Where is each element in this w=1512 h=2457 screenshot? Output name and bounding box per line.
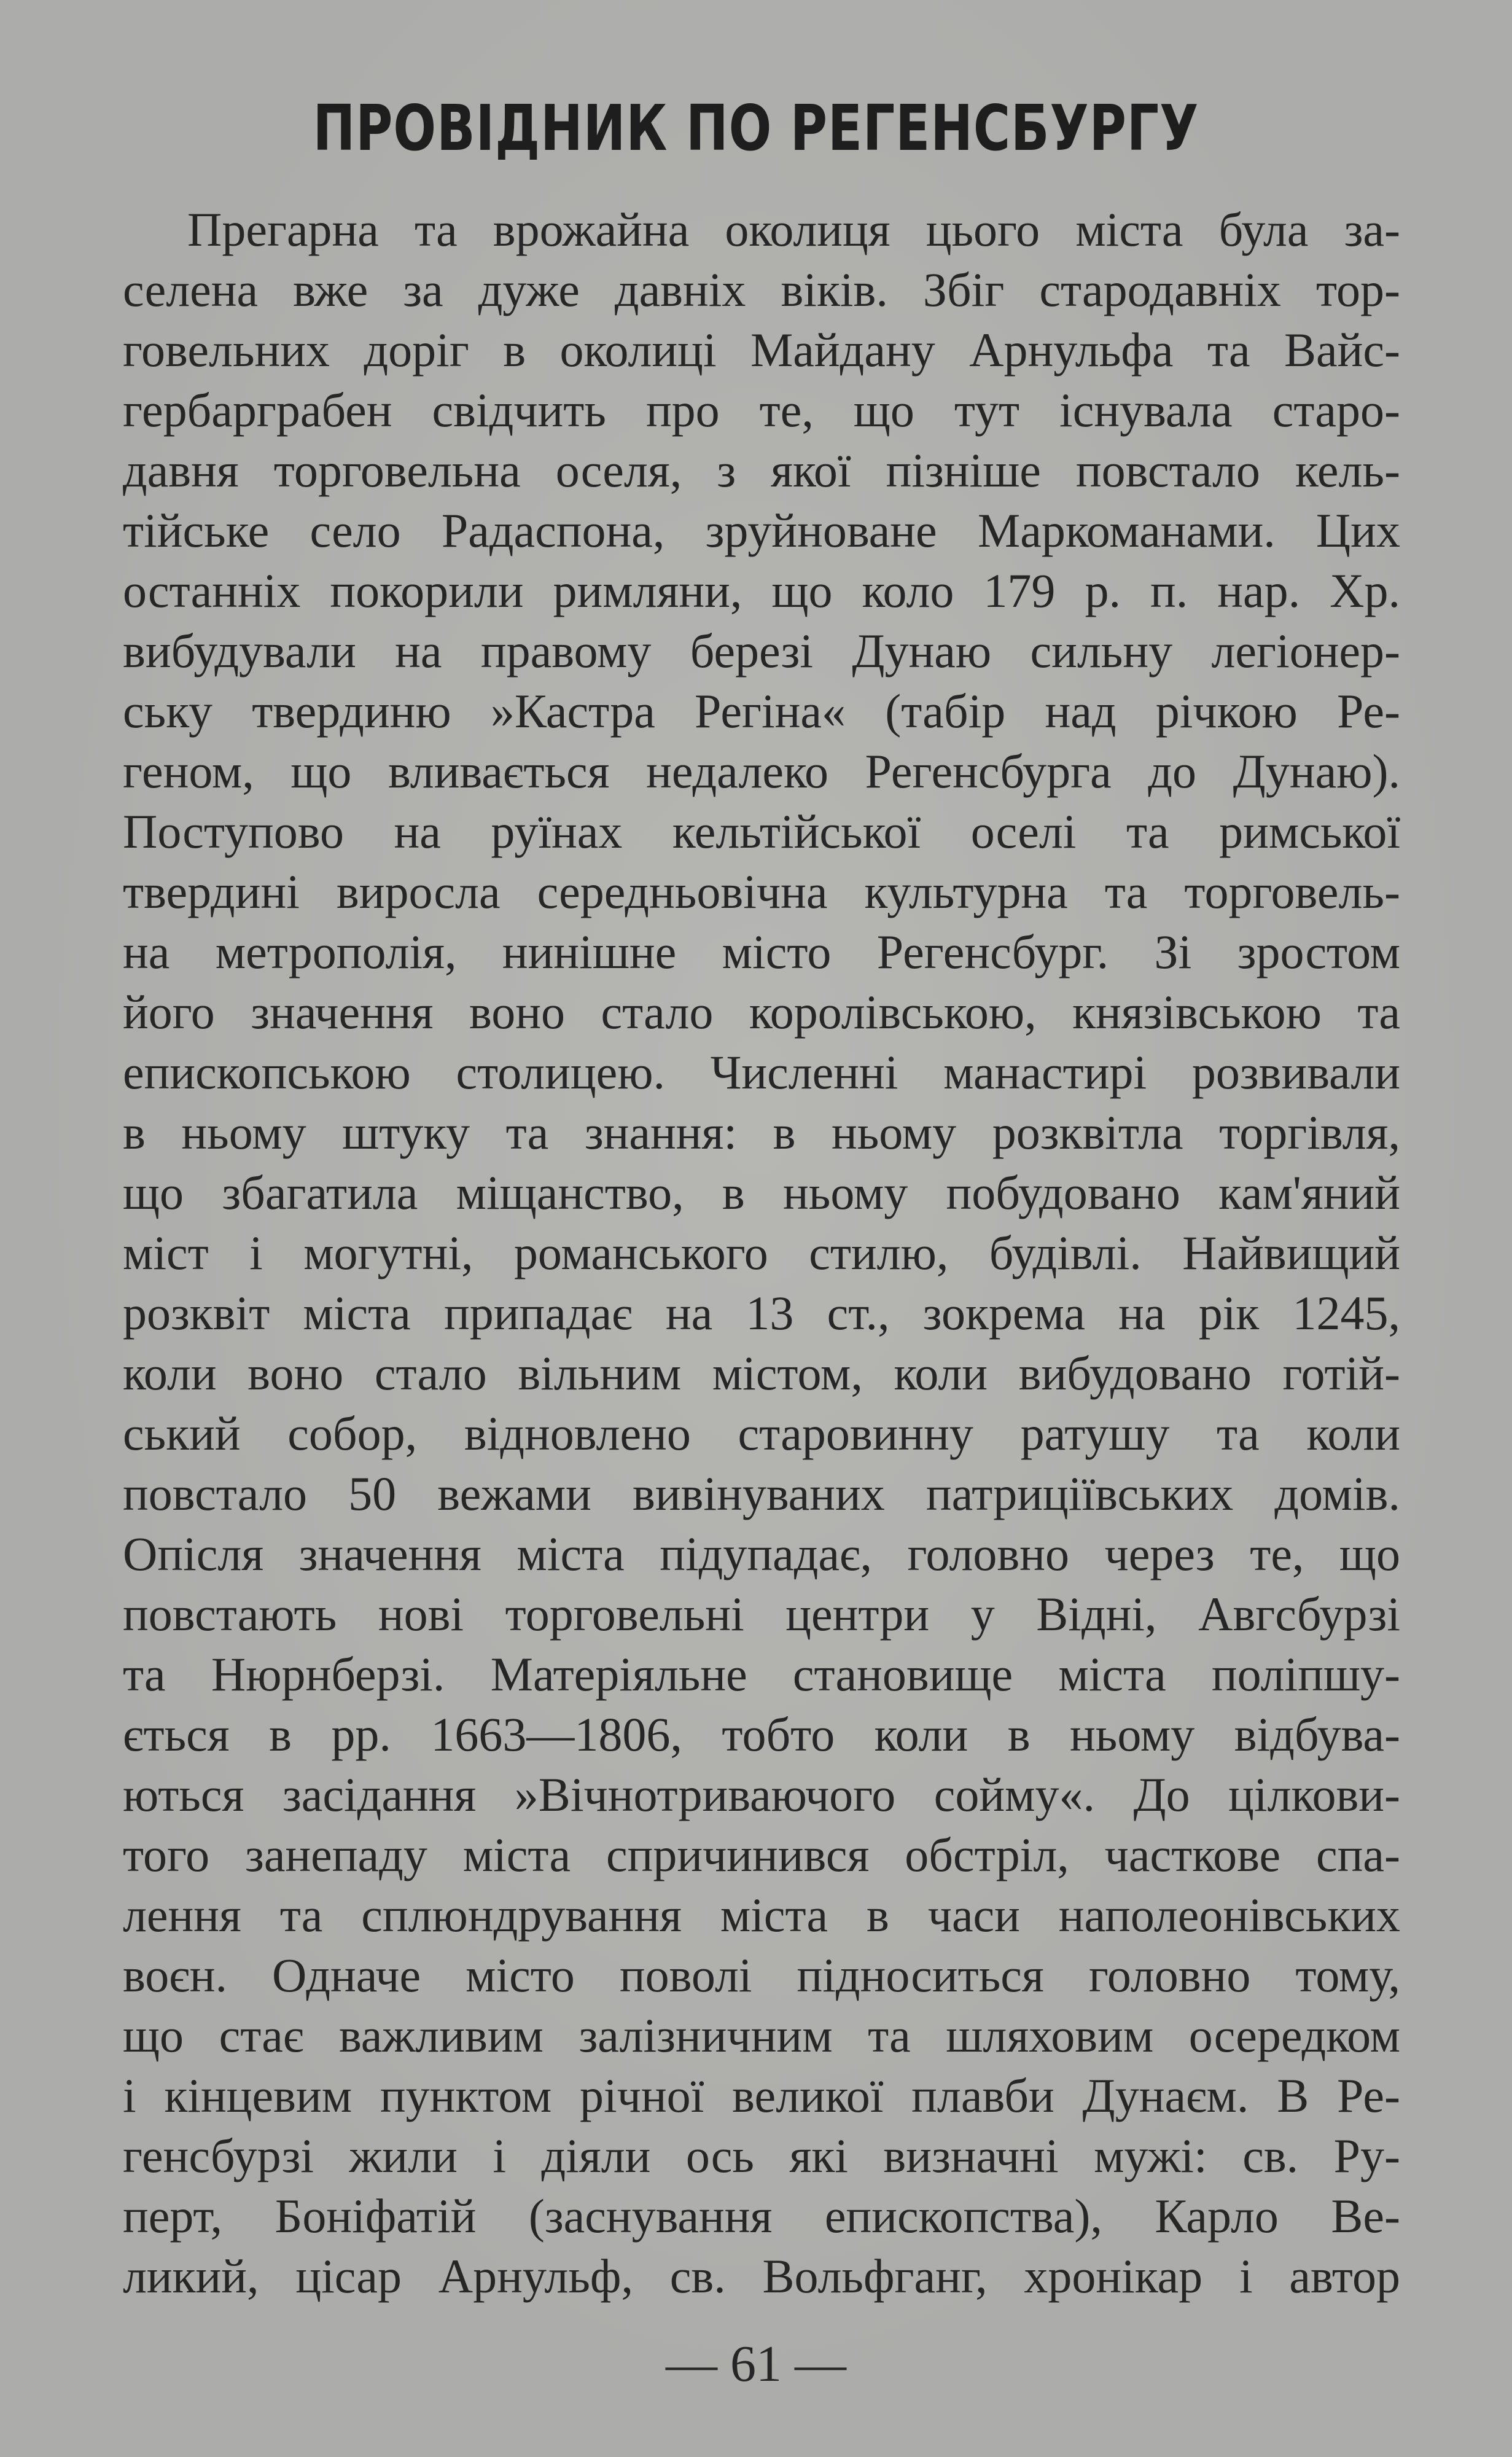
text-line: та Нюрнберзі. Матеріяльне становище міста поліпшу-	[123, 1647, 1400, 1701]
page-title: ПРОВІДНИК ПО РЕГЕНСБУРГУ	[313, 92, 1199, 165]
text-line: в ньому штуку та знання: в ньому розквітла торгівля,	[123, 1106, 1400, 1159]
text-line: тійське село Радаспона, зруйноване Маркоманами. Цих	[123, 504, 1400, 557]
text-line: перт, Боніфатій (заснування епископства), Карло Ве-	[123, 2189, 1400, 2243]
text-line: Прегарна та врожайна околиця цього міста була за-	[187, 203, 1400, 256]
text-line: геном, що вливається недалеко Регенсбурга до Дунаю).	[123, 744, 1400, 798]
text-line: коли воно стало вільним містом, коли вибудовано готій-	[123, 1346, 1400, 1400]
text-line: ється в рр. 1663—1806, тобто коли в ньому відбува-	[123, 1708, 1400, 1761]
text-line: останніх покорили римляни, що коло 179 р. п. нар. Хр.	[123, 564, 1400, 617]
text-line: ський собор, відновлено старовинну ратушу та коли	[123, 1407, 1400, 1460]
text-line: ються засідання »Вічнотриваючого сойму«. До цілкови-	[123, 1768, 1400, 1821]
text-line: гербарграбен свідчить про те, що тут існувала старо-	[123, 383, 1400, 437]
page-number: — 61 —	[666, 2335, 846, 2393]
text-line: Поступово на руїнах кельтійської оселі та римської	[123, 805, 1400, 858]
text-line: і кінцевим пунктом річної великої плавби Дунаєм. В Ре-	[123, 2069, 1400, 2122]
text-line: його значення воно стало королівською, князівською та	[123, 985, 1400, 1039]
text-line: що збагатила міщанство, в ньому побудовано кам'яний	[123, 1166, 1400, 1219]
text-line: міст і могутні, романського стилю, будівлі. Найвищий	[123, 1226, 1400, 1279]
text-line: лення та сплюндрування міста в часи наполеонівських	[123, 1888, 1400, 1942]
text-line: твердині виросла середньовічна культурна та торговель-	[123, 865, 1400, 918]
text-line: того занепаду міста спричинився обстріл, часткове спа-	[123, 1828, 1400, 1881]
text-line: вибудували на правому березі Дунаю сильну легіонер-	[123, 624, 1400, 678]
text-line: на метрополія, нинішне місто Регенсбург. Зі зростом	[123, 925, 1400, 979]
text-line: розквіт міста припадає на 13 ст., зокрема на рік 1245,	[123, 1286, 1400, 1340]
text-line: давня торговельна оселя, з якої пізніше повстало кель-	[123, 443, 1400, 497]
text-line: селена вже за дуже давніх віків. Збіг стародавніх тор-	[123, 263, 1400, 316]
text-line: повстало 50 вежами вивінуваних патриціївських домів.	[123, 1467, 1400, 1520]
text-line: повстають нові торговельні центри у Відні, Авгсбурзі	[123, 1587, 1400, 1641]
body-text	[123, 200, 1400, 2307]
text-line: ську твердиню »Кастра Регіна« (табір над річкою Ре-	[123, 684, 1400, 738]
text-line: говельних доріг в околиці Майдану Арнульфа та Вайс-	[123, 323, 1400, 377]
text-line: епископською столицею. Численні манастирі розвивали	[123, 1045, 1400, 1099]
text-line: що стає важливим залізничним та шляховим осередком	[123, 2009, 1400, 2062]
text-line: ликий, цісар Арнульф, св. Вольфганг, хронікар і автор	[123, 2249, 1400, 2303]
text-line: воєн. Одначе місто поволі підноситься головно тому,	[123, 1948, 1400, 2002]
text-line: Опісля значення міста підупадає, головно через те, що	[123, 1527, 1400, 1580]
text-line: генсбурзі жили і діяли ось які визначні мужі: св. Ру-	[123, 2129, 1400, 2182]
